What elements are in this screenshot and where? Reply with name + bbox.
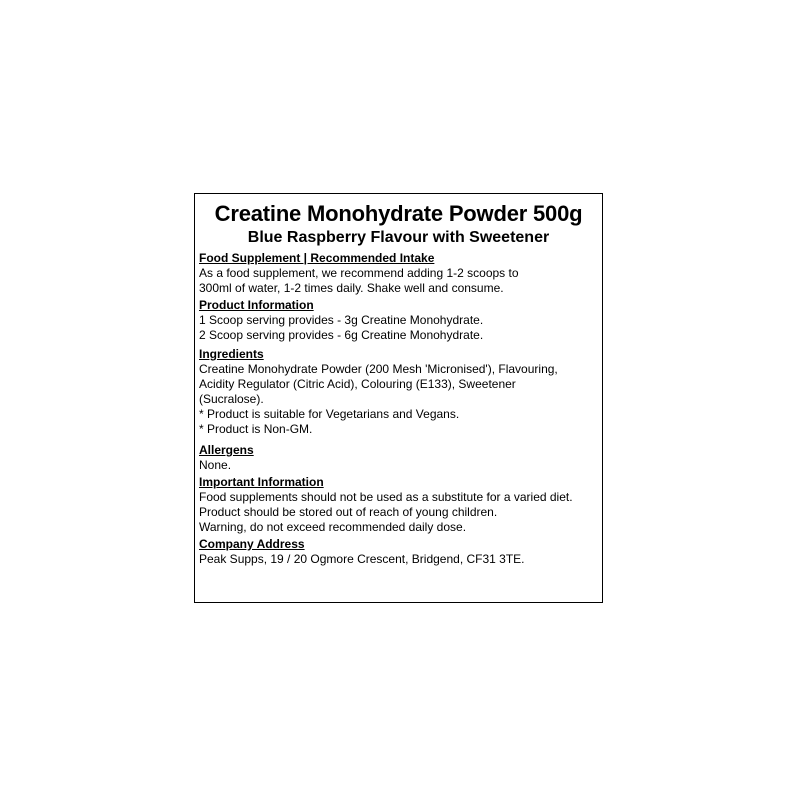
section-line: Warning, do not exceed recommended daily dose. [199, 520, 467, 534]
section-heading: Important Information [199, 475, 324, 489]
section-body [199, 266, 602, 296]
section-recommended-intake [199, 251, 602, 296]
section-line: Creatine Monohydrate Powder (200 Mesh 'Micronised'), Flavouring, [199, 362, 558, 376]
section-important-information [199, 475, 602, 535]
section-body [199, 313, 602, 343]
section-line: Acidity Regulator (Citric Acid), Colouring (E133), Sweetener [199, 377, 516, 391]
section-body [199, 490, 602, 535]
section-product-information [199, 298, 602, 343]
section-line: None. [199, 458, 232, 472]
section-line: As a food supplement, we recommend adding 1-2 scoops to [199, 266, 519, 280]
section-line: * Product is suitable for Vegetarians and Vegans. [199, 407, 460, 421]
label-title: Creatine Monohydrate Powder 500g [214, 201, 583, 226]
section-company-address [199, 537, 602, 567]
section-heading: Ingredients [199, 347, 264, 361]
section-line: Peak Supps, 19 / 20 Ogmore Crescent, Bridgend, CF31 3TE. [199, 552, 525, 566]
section-line: 2 Scoop serving provides - 6g Creatine Monohydrate. [199, 328, 484, 342]
section-line: 1 Scoop serving provides - 3g Creatine Monohydrate. [199, 313, 484, 327]
section-line: 300ml of water, 1-2 times daily. Shake well and consume. [199, 281, 504, 295]
section-line: * Product is Non-GM. [199, 422, 313, 436]
section-ingredients [199, 347, 602, 437]
section-body [199, 362, 602, 437]
section-body [199, 552, 602, 567]
product-label [194, 193, 603, 603]
section-line: Food supplements should not be used as a substitute for a varied diet. [199, 490, 573, 504]
section-body [199, 458, 602, 473]
section-heading: Allergens [199, 443, 254, 457]
label-subtitle: Blue Raspberry Flavour with Sweetener [247, 229, 550, 246]
section-heading: Food Supplement | Recommended Intake [199, 251, 435, 265]
section-heading: Product Information [199, 298, 314, 312]
section-allergens [199, 443, 602, 473]
section-heading: Company Address [199, 537, 305, 551]
section-line: (Sucralose). [199, 392, 264, 406]
section-line: Product should be stored out of reach of young children. [199, 505, 498, 519]
